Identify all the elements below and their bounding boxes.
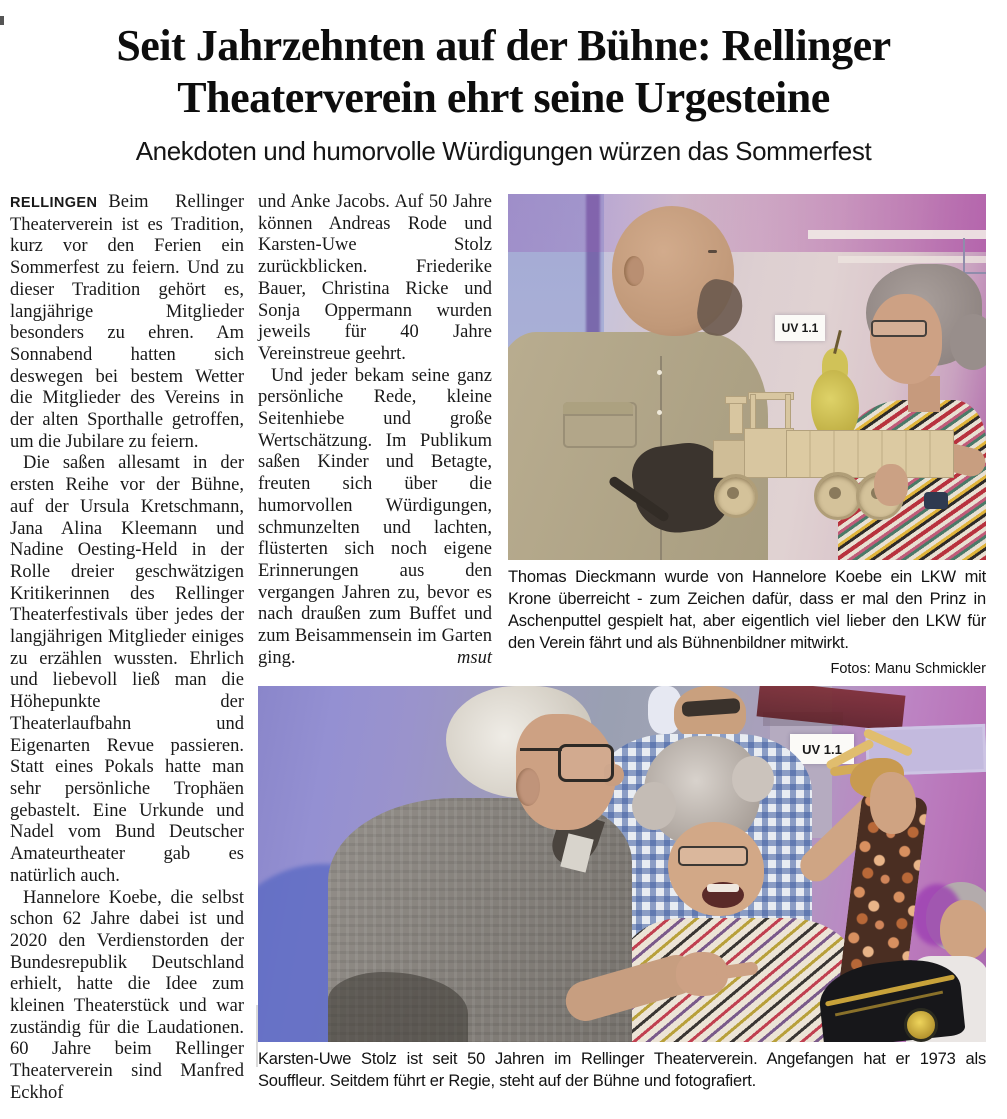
photo-credit: Fotos: Manu Schmickler (830, 661, 986, 677)
laughing-woman-glasses (678, 846, 748, 866)
photo-top-award-truck (508, 194, 986, 560)
hair-curl (732, 756, 774, 802)
woman-glasses (871, 320, 927, 337)
woman-hand (874, 464, 908, 506)
woman-fist (870, 772, 916, 834)
author-signature: msut (457, 647, 492, 668)
woman-hair-curl (950, 314, 986, 370)
bystander-woman-face (940, 900, 986, 960)
paragraph: und Anke Jacobs. Auf 50 Jahre können Andreas Rode und Karsten-Uwe Stolz zurückblicken. Friederike Bauer, Christina Ricke und Sonja Oppermann wurden jeweils für 40 Jahre Vereinstreue geehrt. (258, 192, 492, 364)
article-headline (0, 20, 1007, 124)
truck-wheel-hub (829, 487, 841, 499)
location-tag: RELLINGEN (10, 195, 98, 211)
cap-gold-badge (904, 1008, 938, 1042)
paragraph-last (258, 366, 492, 670)
caption-text: Thomas Dieckmann wurde von Hannelore Koebe ein LKW mit Krone überreicht - zum Zeichen dafür, dass er mal den Prinz in Aschenputtel gespielt hat, aber eigentlich viel lieber den LKW für den Verein fährt und als Bühnenbildner mitwirkt. (508, 568, 986, 652)
lead-text: Beim Rellinger Theaterverein ist es Tradition, kurz vor den Ferien ein Sommerfest zu feiern. Und zu dieser Tradition gehört es, langjährige Mitglieder besonders zu ehren. Am Sonnabend hatten sich deswegen bei bestem Wetter die Mitglieder des Vereins in der alten Sporthalle getroffen, um die Jubilare zu feiern. (10, 192, 244, 452)
shirt-button (657, 410, 662, 415)
photo-bottom-trophy-handover (258, 686, 986, 1042)
hair-curl (632, 782, 676, 830)
truck-funnel (729, 400, 743, 434)
woman-zigzag-blouse (838, 400, 986, 560)
wristwatch (924, 492, 948, 509)
truck-funnel-cap (725, 396, 747, 404)
headline-line-2: Theaterverein ehrt seine Urgesteine (177, 73, 830, 122)
closing-text: Und jeder bekam seine ganz persönliche Rede, kleine Seitenhiebe und große Wertschätzung. Im Publikum saßen Kinder und Betagte, freuten sich über die humorvollen Würdigungen, schmunzelten und lachten, flüsterten sich noch eigene Erinnerungen aus den vergangen Jahren zu, bevor es nach draußen zum Buffet und zum Beisammensein im Garten ging. (258, 365, 492, 668)
text-column-2 (258, 192, 492, 669)
caption-top-photo (508, 566, 986, 680)
front-man-ear (516, 768, 540, 806)
wall-ledge (808, 230, 986, 239)
shirt-button (657, 370, 662, 375)
stage-light-glow (508, 194, 986, 252)
shirt-pocket-flap (563, 402, 633, 416)
article-subheadline: Anekdoten und humorvolle Würdigungen würzen das Sommerfest (135, 136, 872, 166)
headline-line-1: Seit Jahrzehnten auf der Bühne: Rellinger (116, 21, 891, 70)
paragraph-lead (10, 192, 244, 453)
woman-face (870, 294, 942, 384)
glasses-temple (520, 748, 562, 751)
front-man-glasses (558, 744, 614, 782)
text-column-1 (10, 192, 244, 1105)
teeth (707, 884, 739, 892)
uv-wall-sign: UV 1.1 (775, 315, 825, 341)
caption-bottom-photo: Karsten-Uwe Stolz ist seit 50 Jahren im Rellinger Theaterverein. Angefangen hat er 1973 als Souffleur. Seitdem führt er Regie, steht auf der Bühne und fotografiert. (258, 1050, 986, 1090)
man-ear (624, 256, 644, 286)
man-eye (708, 250, 717, 253)
wall-corner-line (963, 238, 965, 274)
truck-wheel-hub (727, 487, 739, 499)
uv-wall-sign: UV 1.1 (790, 734, 854, 764)
paragraph: Hannelore Koebe, die selbst schon 62 Jahre dabei ist und 2020 den Verdienstorden der Bundesrepublik Deutschland erhielt, hatte die Idee zum kleinen Theaterstück und war zuständig für die Laudationen. 60 Jahre beim Rellinger Theaterverein sind Manfred Eckhof (10, 887, 244, 1103)
truck-flatbed (786, 430, 954, 478)
paragraph: Die saßen allesamt in der ersten Reihe vor der Bühne, auf der Ursula Kretschmann, Jana Alina Kleemann und Nadine Oesting-Held in der Rolle dreier geschwätzigen Kritikerinnen des Rellinger Theaterfestivals über jedes der langjährigen Mitglieder einiges zu erzählen wussten. Ehrlich und liebevoll ließ man die Höhepunkte der Theaterlaufbahn und Eigenarten Revue passieren. Statt eines Pokals hatte man sehr persönliche Trophäen gebastelt. Eine Urkunde und Nadel vom Bund Deutscher Amateurtheater gab es natürlich auch. (10, 453, 244, 886)
truck-hood (713, 440, 747, 478)
